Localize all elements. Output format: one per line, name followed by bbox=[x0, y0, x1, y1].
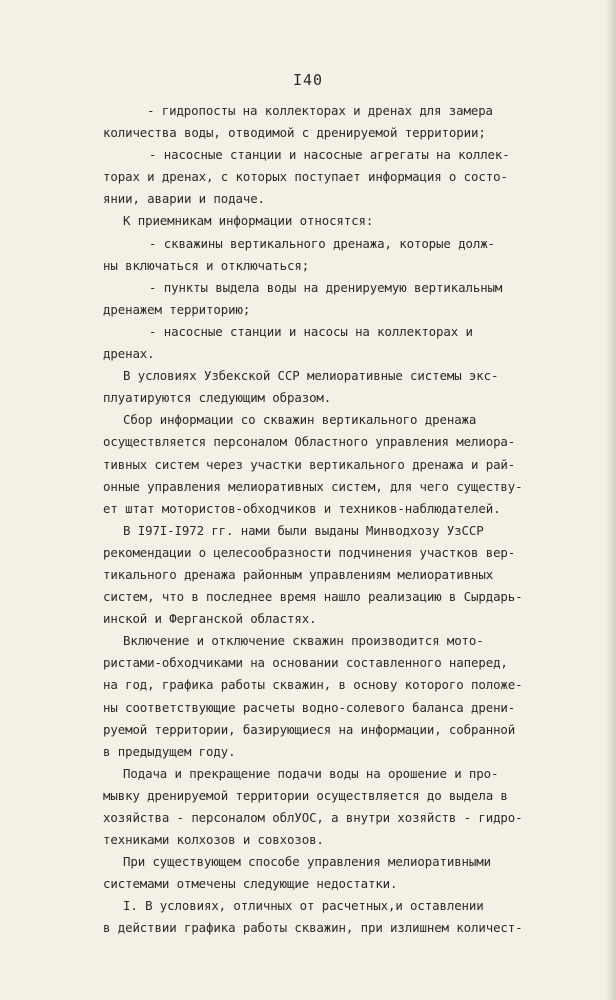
text-line: тивных систем через участки вертикального дренажа и рай- bbox=[103, 456, 516, 472]
text-line: осуществляется персоналом Областного управления мелиора- bbox=[103, 434, 516, 450]
text-line: янии, аварии и подаче. bbox=[103, 191, 265, 207]
text-line: рекомендации о целесообразности подчинения участков вер- bbox=[103, 544, 516, 560]
text-line: мывку дренируемой территории осуществляется до выдела в bbox=[103, 787, 508, 803]
page-edge-shadow bbox=[606, 0, 616, 1000]
text-line: инской и Ферганской областях. bbox=[103, 611, 317, 627]
text-line: ристами-обходчиками на основании составленного наперед, bbox=[103, 655, 508, 671]
text-line: I. В условиях, отличных от расчетных,и оставлении bbox=[123, 898, 484, 914]
text-line: дренажем территорию; bbox=[103, 301, 251, 317]
text-line: руемой территории, базирующиеся на информации, собранной bbox=[103, 721, 516, 737]
text-line: ет штат мотористов-обходчиков и техников-наблюдателей. bbox=[103, 500, 501, 516]
text-line: в действии графика работы скважин, при излишнем количест- bbox=[103, 920, 523, 936]
text-line: - пункты выдела воды на дренируемую вертикальным bbox=[149, 279, 503, 295]
text-line: количества воды, отводимой с дренируемой территории; bbox=[103, 125, 486, 141]
text-line: плуатируются следующим образом. bbox=[103, 390, 332, 406]
text-line: дренах. bbox=[103, 346, 155, 362]
text-line: В условиях Узбекской ССР мелиоративные системы экс- bbox=[123, 368, 499, 384]
text-line: Сбор информации со скважин вертикального дренажа bbox=[123, 412, 477, 428]
text-line: онные управления мелиоративных систем, для чего существу- bbox=[103, 478, 523, 494]
document-body bbox=[103, 100, 553, 940]
text-line: на год, графика работы скважин, в основу которого положе- bbox=[103, 677, 523, 693]
text-line: в предыдущем году. bbox=[103, 743, 236, 759]
text-line: В I97I-I972 гг. нами были выданы Минводхозу УзССР bbox=[123, 522, 484, 538]
text-line: хозяйства - персоналом облУОС, а внутри хозяйств - гидро- bbox=[103, 810, 523, 825]
text-line: - скважины вертикального дренажа, которые долж- bbox=[149, 235, 495, 251]
text-line: - насосные станции и насосы на коллекторах и bbox=[149, 323, 473, 339]
text-line: ны соответствующие расчеты водно-солевого баланса дрени- bbox=[103, 699, 516, 715]
text-line: Подача и прекращение подачи воды на орошение и про- bbox=[123, 765, 499, 781]
text-line: - гидропосты на коллекторах и дренах для замера bbox=[147, 103, 493, 118]
text-line: ны включаться и отключаться; bbox=[103, 257, 310, 273]
page-number: I40 bbox=[292, 71, 324, 89]
text-line: - насосные станции и насосные агрегаты на коллек- bbox=[149, 147, 510, 163]
text-line: торах и дренах, с которых поступает информация о состо- bbox=[103, 169, 508, 185]
text-line: системами отмечены следующие недостатки. bbox=[103, 876, 398, 892]
text-line: техниками колхозов и совхозов. bbox=[103, 832, 324, 848]
text-line: Включение и отключение скважин производится мото- bbox=[123, 633, 484, 649]
text-line: систем, что в последнее время нашло реализацию в Сырдарь- bbox=[103, 589, 523, 605]
text-line: тикального дренажа районным управлениям мелиоративных bbox=[103, 566, 494, 582]
text-line: При существующем способе управления мелиоративными bbox=[123, 854, 491, 870]
text-line: К приемникам информации относятся: bbox=[123, 213, 374, 229]
